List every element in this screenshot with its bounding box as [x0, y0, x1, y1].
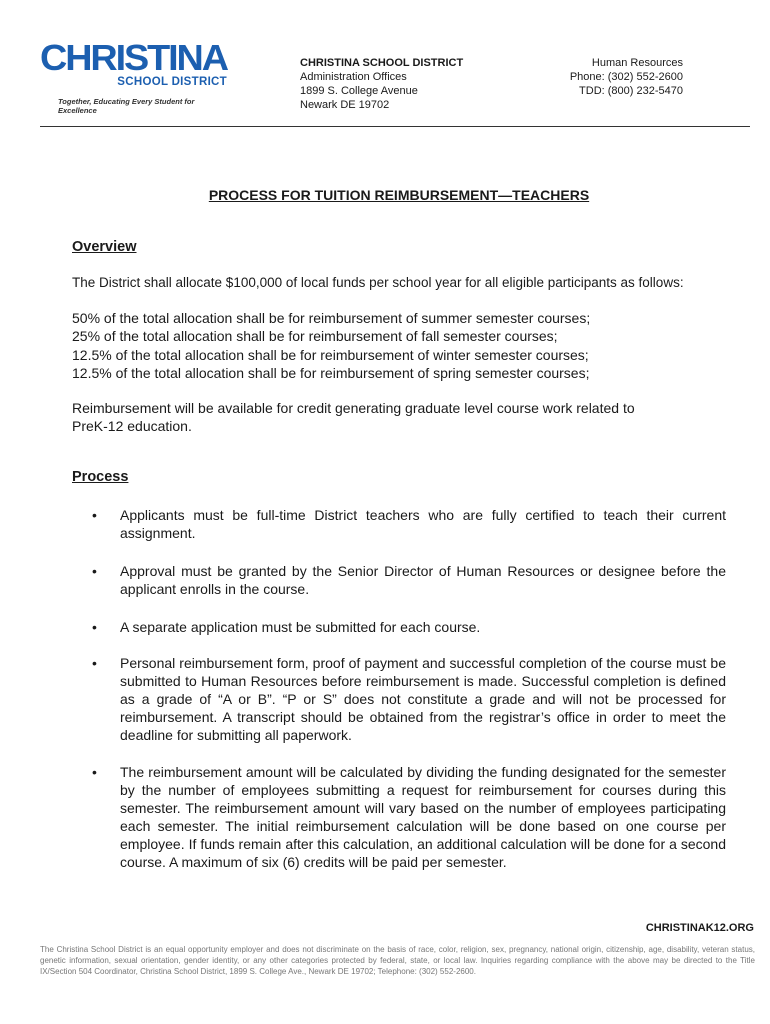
allocation-item: 12.5% of the total allocation shall be for reimbursement of winter semester courses; — [72, 346, 589, 363]
address-line: Administration Offices — [300, 71, 407, 83]
overview-intro: The District shall allocate $100,000 of local funds per school year for all eligible participants as follows: — [72, 275, 684, 290]
district-logo — [40, 37, 235, 115]
process-item — [90, 763, 726, 871]
contact-line: Phone: (302) 552-2600 — [569, 71, 683, 83]
district-address — [300, 56, 463, 112]
process-heading: Process — [72, 469, 129, 485]
process-item-text: Applicants must be full-time District teachers who are fully certified to teach their current assignment. — [120, 507, 726, 541]
allocation-item: 12.5% of the total allocation shall be for reimbursement of spring semester courses; — [72, 364, 590, 381]
address-line: CHRISTINA SCHOOL DISTRICT — [300, 57, 464, 69]
overview-note: Reimbursement will be available for credit generating graduate level course work related to PreK-12 education. — [72, 400, 635, 434]
process-item — [90, 562, 726, 598]
header-divider — [40, 126, 750, 127]
contact-line: Human Resources — [591, 57, 683, 69]
process-item — [90, 654, 726, 744]
address-line: 1899 S. College Avenue — [300, 85, 418, 97]
process-item-text: Approval must be granted by the Senior Director of Human Resources or designee before the applicant enrolls in the course. — [120, 563, 726, 597]
logo-subtitle: SCHOOL DISTRICT — [117, 76, 227, 88]
allocation-list — [72, 309, 590, 382]
bullet-icon: • — [92, 764, 97, 780]
logo-wordmark: CHRISTINA — [40, 37, 227, 78]
bullet-icon: • — [92, 619, 97, 635]
footer-disclaimer: The Christina School District is an equal opportunity employer and does not discriminate on the basis of race, color, religion, sex, pregnancy, national origin, citizenship, age, disability, veteran status, genetic information, sexual orientation, gender identity, or any other categories protected by federal, state, or local law. Inquiries regarding compliance with the above may be directed to the Title IX/Section 504 Coordinator, Christina School District, 1899 S. College Ave., Newark DE 19702; Telephone: (302) 552-2600. — [40, 945, 755, 976]
address-line: Newark DE 19702 — [300, 99, 390, 111]
website-link[interactable]: CHRISTINAK12.ORG — [645, 922, 754, 934]
logo-tagline: Together, Educating Every Student for Excellence — [58, 97, 195, 115]
process-item — [90, 618, 726, 636]
document-title: PROCESS FOR TUITION REIMBURSEMENT—TEACHERS — [208, 187, 590, 203]
allocation-item: 50% of the total allocation shall be for reimbursement of summer semester courses; — [72, 310, 591, 326]
contact-line: TDD: (800) 232-5470 — [579, 85, 683, 97]
overview-heading: Overview — [72, 239, 137, 255]
process-list — [90, 506, 726, 871]
bullet-icon: • — [92, 563, 97, 579]
process-item-text: Personal reimbursement form, proof of payment and successful completion of the course must be submitted to Human Resources before reimbursement is made. Successful completion is defined as a grade of “A or B”. “P or S” does not constitute a grade and will not be processed for reimbursement. A transcript should be obtained from the registrar’s office in order to meet the deadline for submitting all paperwork. — [120, 655, 726, 743]
process-item — [90, 506, 726, 542]
process-item-text: A separate application must be submitted for each course. — [120, 619, 481, 635]
allocation-item: 25% of the total allocation shall be for reimbursement of fall semester courses; — [72, 328, 558, 345]
process-item-text: The reimbursement amount will be calculated by dividing the funding designated for the semester by the number of employees submitting a request for reimbursement for courses during this semester. The reimbursement amount will vary based on the number of employees participating each semester. The initial reimbursement calculation will be done based on one course per employee. If funds remain after this calculation, an additional calculation will be done for a second course. A maximum of six (6) credits will be paid per semester. — [120, 764, 726, 870]
hr-contact — [570, 56, 683, 98]
bullet-icon: • — [92, 655, 97, 671]
bullet-icon: • — [92, 507, 97, 523]
